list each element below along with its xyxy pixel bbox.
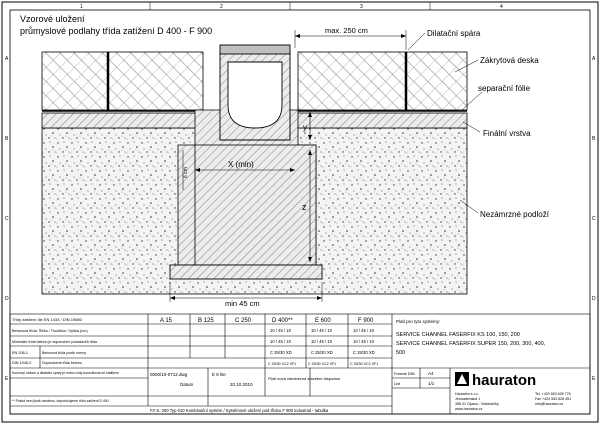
hauraton-logo-icon: [455, 372, 469, 386]
cover-slab-right: [406, 52, 467, 110]
dim-small-label: 6 cm: [183, 167, 189, 178]
dim-z-label: z: [302, 202, 307, 212]
system-line-1: SERVICE CHANNEL FASERFIX KS 100, 150, 200: [396, 332, 520, 338]
cell-r4-d400: C 25/30 XC2 XF1: [268, 362, 297, 366]
callout-dilatation: Dilatační spára: [427, 29, 481, 38]
cell-r3-f900: C 25/30 XD: [353, 350, 375, 355]
company-contact-1: Tel. +420 553 628 776: [535, 392, 571, 396]
frame-col-1: 1: [80, 4, 83, 10]
cell-r4-e600: C 25/30 XC2 XF1: [308, 362, 337, 366]
callout-final-layer: Finální vrstva: [483, 129, 531, 138]
cell-r1-e600: 10 / 45 / 10: [311, 328, 332, 333]
company-address-4: www.hauraton.cz: [455, 407, 483, 411]
channel-grate: [220, 45, 290, 54]
company-name: hauraton: [472, 372, 537, 389]
date-label: Datum: [180, 382, 194, 387]
dim-x-label: X (min): [228, 160, 254, 169]
frame-col-3: 3: [360, 4, 363, 10]
system-line-3: 500: [396, 350, 406, 356]
concrete-base-upper: [195, 145, 316, 265]
system-line-2: SERVICE CHANNEL FASERFIX SUPER 150, 200, 300, 400,: [396, 341, 546, 347]
frame-col-2: 2: [220, 4, 223, 10]
dim-bottom-label: min 45 cm: [225, 299, 260, 308]
callout-separation: separační fólie: [478, 84, 531, 93]
frame-row-b-right: B: [592, 136, 596, 142]
cell-r1-d400: 10 / 45 / 10: [270, 328, 291, 333]
company-address-1: Hauraton s.r.o.: [455, 392, 479, 396]
class-e600: E 600: [315, 318, 331, 324]
frame-row-d-right: D: [592, 296, 596, 302]
format-label: Formát DIN: [394, 371, 415, 376]
company-contact-2: Fax +420 553 628 451: [535, 397, 572, 401]
callout-frost: Nezámrzné podloží: [480, 210, 549, 219]
frame-row-a-right: A: [592, 56, 596, 62]
dim-max-label: max. 250 cm: [325, 26, 368, 35]
foundation-strip: [170, 265, 322, 279]
dim-y-label: y: [303, 123, 307, 132]
cell-r3-e600: C 25/30 XD: [311, 350, 333, 355]
company-address-2: Jerusalemská 1: [455, 397, 481, 401]
class-c250: C 250: [235, 318, 252, 324]
cell-r1-f900: 10 / 45 / 10: [353, 328, 374, 333]
cover-slab-left: [42, 52, 108, 110]
description: F.F.S. 200 Typ 010 Kombinační systém / Systémové uložení pod třídou F 900 industrial - tabulka: [150, 408, 329, 413]
code-en206: EN 206-1: [12, 351, 29, 355]
frame-row-c: C: [5, 216, 9, 222]
system-label: Platí pro tyto systémy:: [396, 319, 441, 324]
cell-r3-d400: C 25/30 XD: [270, 350, 292, 355]
date-value: 20.10.2010: [230, 382, 253, 387]
frame-row-e-right: E: [592, 376, 596, 382]
row-label-3: Betonová třída podle normy: [42, 351, 87, 355]
company-address-3: 396 01 Opava - Vlaštovičky: [455, 402, 499, 406]
frame-col-4: 4: [500, 4, 503, 10]
code-din1045: DIN 1045-2: [12, 361, 32, 365]
class-b125: B 125: [198, 318, 214, 324]
callout-cover-slab: Zákrytová deska: [480, 56, 539, 65]
frame-row-d: D: [5, 296, 9, 302]
drawing-title-line1: Vzorové uložení: [20, 14, 85, 24]
cell-r2-f900: 10 / 45 / 10: [353, 339, 374, 344]
company-contact-3: info@hauraton.cz: [535, 402, 564, 406]
class-d400: D 400**: [272, 318, 293, 324]
class-a15: A 15: [160, 318, 173, 324]
row-label-2: Minimální třída betonu je doporučení požadavků třída: [12, 340, 97, 344]
format-value: A4: [428, 371, 434, 376]
drawing-title-line2: průmyslové podlahy třída zatížení D 400 - F 900: [20, 26, 213, 36]
channel-inner: [228, 62, 282, 128]
cover-slab-right-inner: [298, 52, 406, 110]
row-label-4: Doporučená třída betonu: [42, 361, 82, 365]
row-label-1: Betonová třída: Šířka / Tloušťka / Výška (cm): [12, 329, 88, 333]
frame-row-e: E: [5, 376, 9, 382]
frame-row-b: B: [5, 136, 9, 142]
sheet-value: 1/1: [428, 381, 435, 386]
table-header-label: Třídy zatížení dle EN 1433 / DIN 19580: [12, 317, 82, 322]
note-2: ** Pokud není jinak uvedeno, doporučujeme třídu zatížení D 400: [12, 399, 109, 403]
frame-row-a: A: [5, 56, 9, 62]
cell-r2-d400: 10 / 45 / 10: [270, 339, 291, 344]
sheet-label: List: [394, 381, 401, 386]
class-f900: F 900: [358, 318, 374, 324]
frame-row-c-right: C: [592, 216, 596, 222]
cell-r2-e600: 10 / 45 / 10: [311, 339, 332, 344]
scale: E 8 lite: [212, 372, 226, 377]
cover-slab-left-inner: [108, 52, 203, 110]
doc-number: 0000/10-0712.dwg: [150, 372, 188, 377]
note-1: Koncový oblouk a dilatační spáry je nutno vždy konzultovat se statikem: [12, 371, 119, 375]
legal-note: Platí nová všeobecná stavební dispozice: [268, 376, 341, 381]
cell-r4-f900: C 25/30 XC2 XF1: [350, 362, 379, 366]
